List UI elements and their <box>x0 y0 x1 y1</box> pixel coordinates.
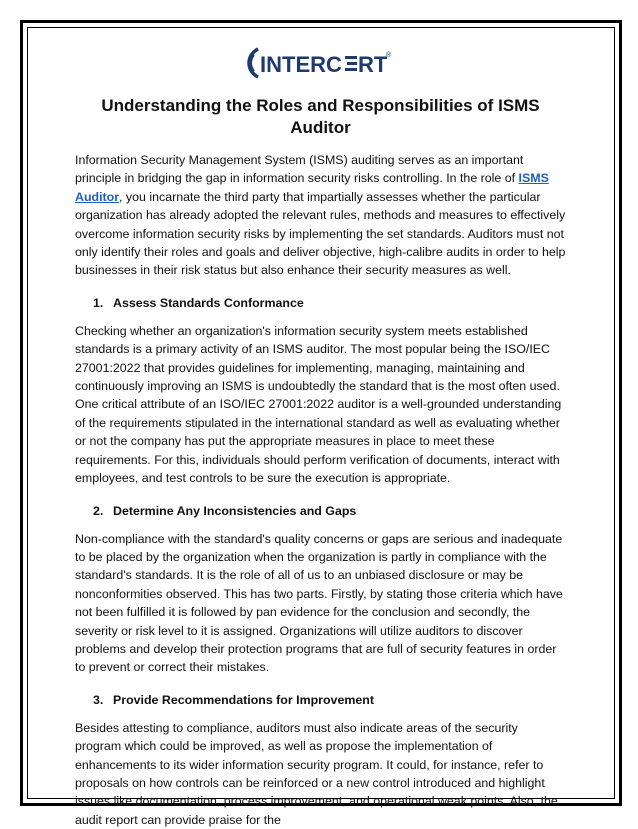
svg-text:®: ® <box>386 52 392 59</box>
section-1-heading <box>75 294 566 312</box>
section-3-number: 3. <box>93 692 104 707</box>
section-2-number: 2. <box>93 503 104 518</box>
section-3-title: Provide Recommendations for Improvement <box>113 692 374 707</box>
section-1-title: Assess Standards Conformance <box>113 295 304 310</box>
section-1-number: 1. <box>93 295 104 310</box>
section-2-title: Determine Any Inconsistencies and Gaps <box>113 503 357 518</box>
section-1-body: Checking whether an organization's information security system meets established standards is a primary activity of an ISMS auditor. The most popular being the ISO/IEC 27001:2022 that provides guidelines for implementing, managing, maintaining and continuously improving an ISMS is undoubtedly the standard that is the most often used. One critical attribute of an ISO/IEC 27001:2022 auditor is a well-grounded understanding of the requirements stipulated in the international standard as well as evaluating whether or not the company has put the appropriate measures in place to meet these requirements. For this, individuals should perform verification of documents, interact with employees, and test controls to be sure the execution is appropriate. <box>75 323 562 486</box>
intro-text-after-link: , you incarnate the third party that impartially assesses whether the particular organization has already adopted the relevant rules, methods and measures to effectively overcome information security risks by implementing the set standards. Auditors must not only identify their roles and goals and deliver objective, high-calibre audits in order to help businesses in their risk status but also enhance their security measures as well. <box>75 189 566 278</box>
document-body <box>75 95 566 829</box>
intercert-logo <box>0 40 638 86</box>
svg-text:INTERC: INTERC <box>260 52 342 77</box>
section-3-heading <box>75 691 566 709</box>
intro-paragraph <box>75 151 566 280</box>
section-3-body: Besides attesting to compliance, auditors must also indicate areas of the security program which could be improved, as well as propose the implementation of enhancements to its wider information security program. It could, for instance, refer to proposals on how controls can be reinforced or a new control introduced and highlight issues like documentation, process improvement, and operational weak points. Also, the audit report can provide praise for the <box>75 720 558 827</box>
section-2-heading <box>75 502 566 520</box>
isms-auditor-link[interactable]: ISMS Auditor <box>75 171 549 204</box>
document-title: Understanding the Roles and Responsibilities of ISMS Auditor <box>101 96 540 137</box>
intercert-logo-graphic <box>244 43 394 83</box>
section-2-body: Non-compliance with the standard's quality concerns or gaps are serious and inadequate to be placed by the organization when the organization is partly in compliance with the standard's standards. It is the role of all of us to an unbiased disclosure or may be nonconformities observed. This has two parts. Firstly, by stating those criteria which have not been fulfilled it is followed by pan evidence for the conclusion and secondly, the severity or risk level to it is assigned. Organizations will utilize auditors to discover problems and develop their protection programs that are full of security features in order to prevent or correct their mistakes. <box>75 531 563 675</box>
intro-text-before-link: Information Security Management System (ISMS) auditing serves as an important principle in bridging the gap in information security risks controlling. In the role of <box>75 153 524 186</box>
svg-text:RT: RT <box>358 52 388 77</box>
